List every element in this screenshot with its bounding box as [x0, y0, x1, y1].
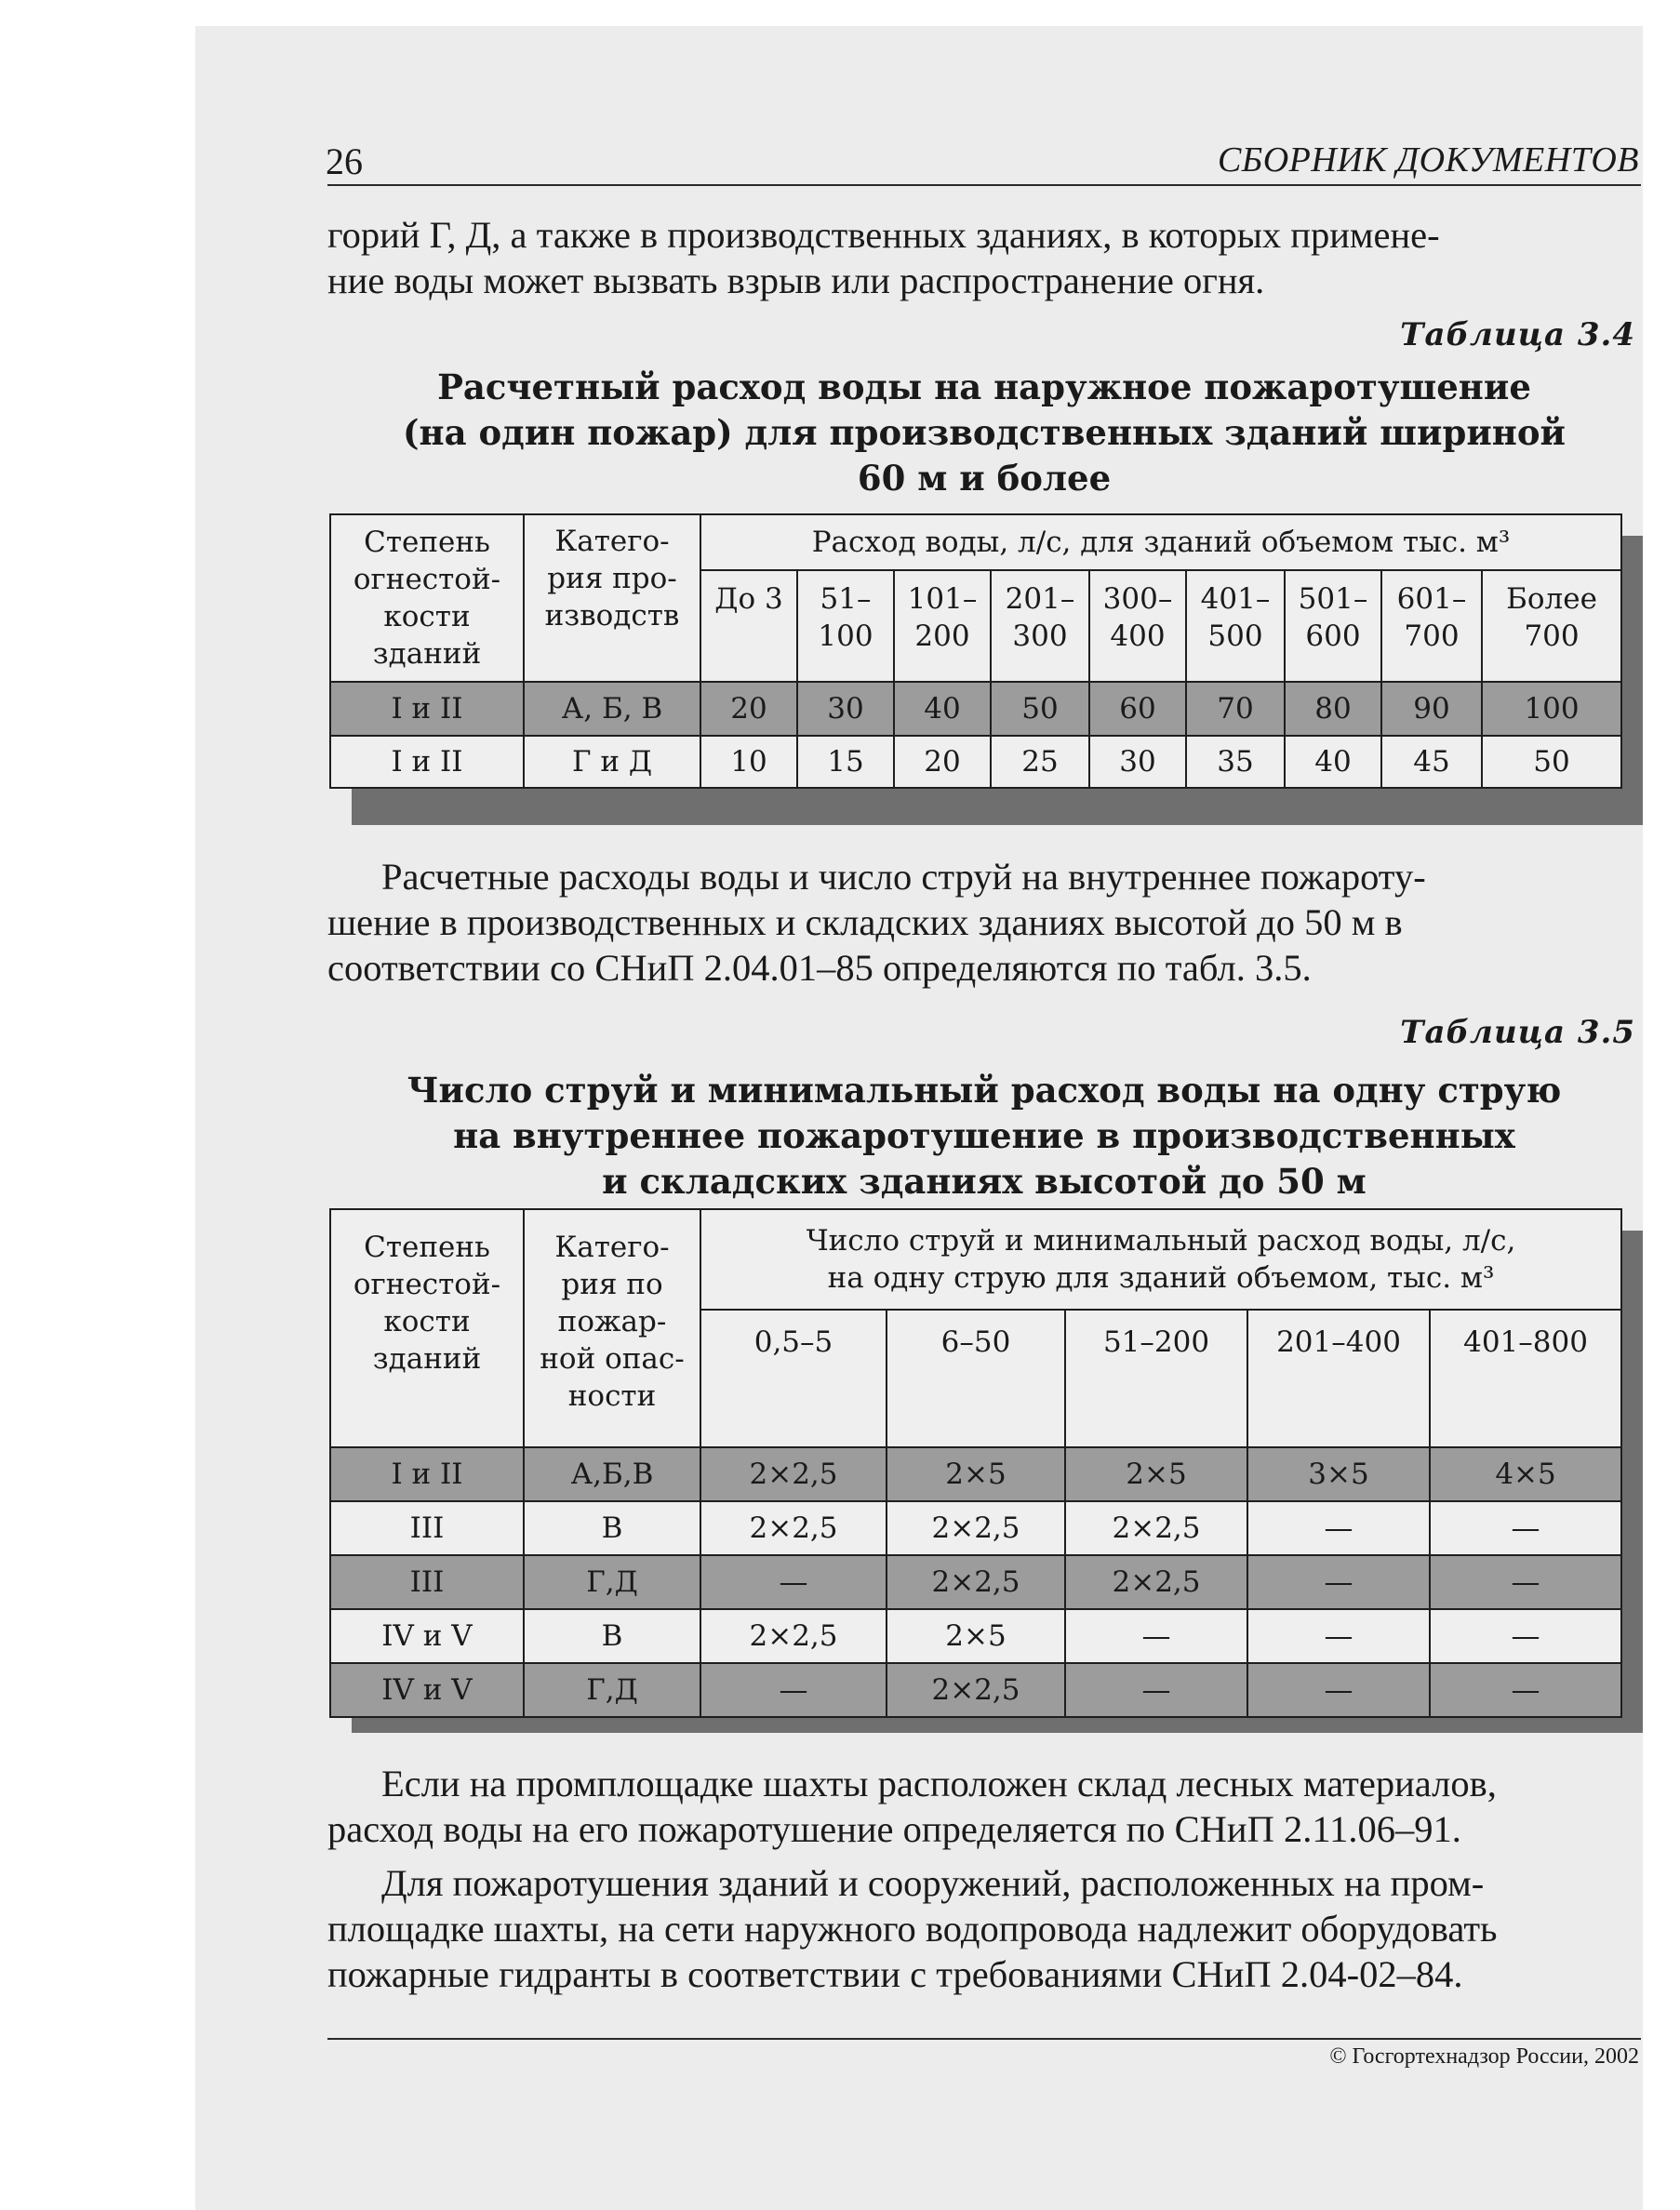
value-cell: 35 — [1186, 736, 1285, 788]
header-volume: 101– 200 — [894, 570, 991, 682]
value-cell: — — [1247, 1663, 1430, 1717]
table-row — [330, 682, 1621, 736]
value-cell: — — [1247, 1555, 1430, 1609]
value-cell: — — [700, 1663, 887, 1717]
table-title — [327, 365, 1641, 501]
title-line: Расчетный расход воды на наружное пожаротушение — [437, 366, 1531, 407]
degree-cell: I и II — [330, 736, 524, 788]
title-line: (на один пожар) для производственных зданий шириной — [403, 412, 1566, 453]
header-group: Число струй и минимальный расход воды, л/с, на одну струю для зданий объемом, тыс. м³ — [700, 1209, 1621, 1310]
value-cell: 30 — [797, 682, 894, 736]
text-line: ние воды может вызвать взрыв или распространение огня. — [327, 260, 1265, 301]
title-line: на внутреннее пожаротушение в производственных — [453, 1115, 1515, 1156]
degree-cell: IV и V — [330, 1663, 524, 1717]
text-line: шение в производственных и складских зданиях высотой до 50 м в — [327, 901, 1403, 943]
value-cell: 2×2,5 — [700, 1501, 887, 1555]
header-degree: Степень огнестой- кости зданий — [330, 514, 524, 682]
value-cell: 3×5 — [1247, 1447, 1430, 1501]
text-line: Если на промплощадке шахты расположен склад лесных материалов, — [381, 1763, 1497, 1804]
header-degree: Степень огнестой- кости зданий — [330, 1209, 524, 1447]
value-cell: 50 — [991, 682, 1089, 736]
paragraph-4 — [327, 1860, 1641, 1997]
value-cell: 60 — [1089, 682, 1186, 736]
table-title — [327, 1068, 1641, 1205]
value-cell: 30 — [1089, 736, 1186, 788]
title-line: и складских зданиях высотой до 50 м — [602, 1161, 1367, 1202]
value-cell: 2×2,5 — [700, 1609, 887, 1663]
paragraph-3 — [327, 1761, 1641, 1852]
value-cell: 2×2,5 — [887, 1663, 1065, 1717]
text-line: соответствии со СНиП 2.04.01–85 определяются по табл. 3.5. — [327, 947, 1312, 989]
table-row — [330, 1609, 1621, 1663]
value-cell: 45 — [1381, 736, 1482, 788]
text-line: расход воды на его пожаротушение определяется по СНиП 2.11.06–91. — [327, 1808, 1461, 1850]
text-line: площадке шахты, на сети наружного водопровода надлежит оборудовать — [327, 1908, 1498, 1950]
value-cell: 2×2,5 — [887, 1501, 1065, 1555]
value-cell: — — [1065, 1663, 1247, 1717]
header-volume: 51–200 — [1065, 1310, 1247, 1447]
page-edge — [1643, 26, 1680, 2210]
table-3-5 — [329, 1208, 1622, 1718]
degree-cell: III — [330, 1555, 524, 1609]
header-volume: 401–800 — [1430, 1310, 1621, 1447]
value-cell: 100 — [1482, 682, 1621, 736]
running-head: СБОРНИК ДОКУМЕНТОВ — [1217, 140, 1639, 180]
header-volume: 51– 100 — [797, 570, 894, 682]
value-cell: 4×5 — [1430, 1447, 1621, 1501]
value-cell: 70 — [1186, 682, 1285, 736]
degree-cell: I и II — [330, 682, 524, 736]
header-volume: 201– 300 — [991, 570, 1089, 682]
category-cell: В — [524, 1501, 700, 1555]
value-cell: 2×5 — [887, 1447, 1065, 1501]
table-number: Таблица 3.5 — [1400, 1014, 1635, 1051]
value-cell: — — [1430, 1663, 1621, 1717]
paragraph-2 — [327, 854, 1641, 991]
category-cell: В — [524, 1609, 700, 1663]
value-cell: 50 — [1482, 736, 1621, 788]
text-line: Для пожаротушения зданий и сооружений, расположенных на пром- — [381, 1862, 1485, 1904]
header-volume: 501– 600 — [1285, 570, 1381, 682]
value-cell: 2×2,5 — [1065, 1555, 1247, 1609]
text-line: горий Г, Д, а также в производственных зданиях, в которых примене- — [327, 214, 1440, 256]
value-cell: 2×5 — [887, 1609, 1065, 1663]
header-volume: 601– 700 — [1381, 570, 1482, 682]
category-cell: Г и Д — [524, 736, 700, 788]
category-cell: Г,Д — [524, 1555, 700, 1609]
header-volume: До 3 — [700, 570, 797, 682]
value-cell: 2×2,5 — [1065, 1501, 1247, 1555]
value-cell: — — [1065, 1609, 1247, 1663]
value-cell: 15 — [797, 736, 894, 788]
value-cell: — — [700, 1555, 887, 1609]
category-cell: А, Б, В — [524, 682, 700, 736]
value-cell: — — [1430, 1609, 1621, 1663]
header-volume: Более 700 — [1482, 570, 1621, 682]
header-volume: 300– 400 — [1089, 570, 1186, 682]
header-category: Катего- рия по пожар- ной опас- ности — [524, 1209, 700, 1447]
table-number: Таблица 3.4 — [1400, 316, 1635, 353]
category-cell: А,Б,В — [524, 1447, 700, 1501]
value-cell: 90 — [1381, 682, 1482, 736]
table-row — [330, 1501, 1621, 1555]
page-number: 26 — [326, 140, 363, 182]
paragraph-1 — [327, 212, 1641, 303]
value-cell: 20 — [894, 736, 991, 788]
header-volume: 401– 500 — [1186, 570, 1285, 682]
value-cell: 10 — [700, 736, 797, 788]
value-cell: — — [1430, 1555, 1621, 1609]
value-cell: 2×2,5 — [700, 1447, 887, 1501]
header-category: Катего- рия про- изводств — [524, 514, 700, 682]
category-cell: Г,Д — [524, 1663, 700, 1717]
value-cell: 2×5 — [1065, 1447, 1247, 1501]
header-group: Расход воды, л/с, для зданий объемом тыс. м³ — [700, 514, 1621, 570]
table-row — [330, 1663, 1621, 1717]
copyright: © Госгортехнадзор России, 2002 — [1329, 2044, 1639, 2069]
table-row — [330, 1447, 1621, 1501]
degree-cell: III — [330, 1501, 524, 1555]
value-cell: — — [1247, 1609, 1430, 1663]
header-volume: 201–400 — [1247, 1310, 1430, 1447]
footer-rule — [327, 2038, 1641, 2040]
header-volume: 0,5–5 — [700, 1310, 887, 1447]
text-line: Расчетные расходы воды и число струй на внутреннее пожароту- — [381, 856, 1426, 898]
table-3-4 — [329, 513, 1622, 789]
value-cell: 2×2,5 — [887, 1555, 1065, 1609]
value-cell: 25 — [991, 736, 1089, 788]
title-line: 60 м и более — [857, 458, 1112, 499]
degree-cell: IV и V — [330, 1609, 524, 1663]
value-cell: 40 — [894, 682, 991, 736]
title-line: Число струй и минимальный расход воды на одну струю — [407, 1070, 1562, 1111]
header-volume: 6–50 — [887, 1310, 1065, 1447]
degree-cell: I и II — [330, 1447, 524, 1501]
value-cell: — — [1247, 1501, 1430, 1555]
table-row — [330, 1555, 1621, 1609]
table-row — [330, 736, 1621, 788]
value-cell: 80 — [1285, 682, 1381, 736]
value-cell: — — [1430, 1501, 1621, 1555]
value-cell: 40 — [1285, 736, 1381, 788]
value-cell: 20 — [700, 682, 797, 736]
header-rule — [327, 184, 1641, 186]
text-line: пожарные гидранты в соответствии с требованиями СНиП 2.04-02–84. — [327, 1953, 1463, 1995]
